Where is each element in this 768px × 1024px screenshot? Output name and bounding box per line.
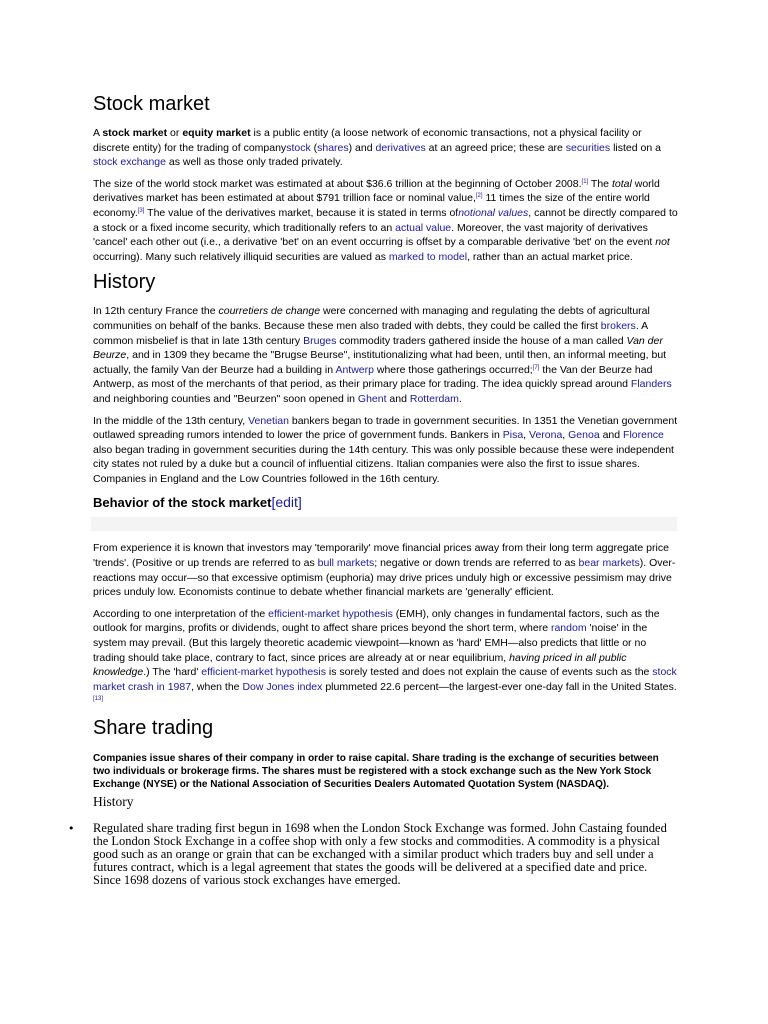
link-ghent[interactable]: Ghent: [357, 392, 387, 405]
subheading-history: History: [93, 793, 134, 809]
link-brokers[interactable]: brokers: [600, 319, 636, 332]
reference-7[interactable]: [7]: [532, 364, 540, 371]
link-bear-markets[interactable]: bear markets: [578, 557, 640, 570]
link-notional-values[interactable]: notional values: [458, 206, 529, 219]
bullet-marker: •: [68, 821, 75, 835]
paragraph-behavior-trends: From experience it is known that investors may 'temporarily' move financial prices away from their long term aggregate price 'trends'. (Positive or up trends are referred to as bull markets; negative or down trends are referred to as bear markets). Over-reactions may occur—so that excessive optimism (euphoria) may drive prices unduly high or excessive pessimism may drive prices unduly low. Economists continue to debate whether financial markets are 'generally' efficient.: [93, 542, 676, 599]
link-stock-exchange[interactable]: stock exchange: [93, 156, 166, 169]
link-marked-to-model[interactable]: marked to model: [388, 250, 468, 263]
reference-13[interactable]: [13]: [93, 696, 104, 703]
paragraph-behavior-emh: According to one interpretation of the efficient-market hypothesis (EMH), only changes in fundamental factors, such as the outlook for margins, profits or dividends, ought to affect share prices beyond the short term, where random 'noise' in the system may prevail. (But this largely theoretic academic viewpoint—known as 'hard' EMH—also predicts that little or no trading should take place, contrary to fact, since prices are already at or near equilibrium, having priced in all public knowledge.) The 'hard' efficient-market hypothesis is sorely tested and does not explain the cause of events such as the stock market crash in 1987, when the Dow Jones index plummeted 22.6 percent—the largest-ever one-day fall in the United States.[13]: [93, 607, 677, 703]
heading-behavior-of-stock-market: Behavior of the stock market[edit]: [93, 494, 302, 511]
reference-3[interactable]: [3]: [137, 207, 145, 214]
link-efficient-market-hypothesis-2[interactable]: efficient-market hypothesis: [201, 666, 326, 679]
link-dow-jones-index[interactable]: Dow Jones index: [242, 680, 323, 693]
link-derivatives[interactable]: derivatives: [375, 141, 426, 154]
heading-share-trading: Share trading: [93, 717, 214, 739]
link-stock[interactable]: stock: [286, 141, 311, 154]
document-page: [68, 92, 678, 888]
heading-history: History: [93, 271, 156, 294]
heading-stock-market: Stock market: [93, 93, 210, 115]
paragraph-stock-market-intro: A stock market or equity market is a public entity (a loose network of economic transactions, not a physical facility or discrete entity) for the trading of companystock (shares) and derivatives at an agreed price; these are securities listed on a stock exchange as well as those only traded privately.: [93, 127, 661, 169]
link-antwerp[interactable]: Antwerp: [335, 363, 374, 376]
link-efficient-market-hypothesis[interactable]: efficient-market hypothesis: [268, 607, 393, 620]
edit-link[interactable]: [edit]: [271, 494, 302, 511]
link-shares[interactable]: shares: [317, 141, 349, 154]
reference-2[interactable]: [2]: [475, 193, 483, 200]
list-item: [68, 820, 678, 888]
link-pisa[interactable]: Pisa: [502, 429, 524, 442]
link-venetian[interactable]: Venetian: [248, 414, 289, 427]
section-divider-bar: [91, 517, 677, 531]
link-stock-market-crash-1987[interactable]: stock market crash in 1987: [93, 666, 677, 693]
link-rotterdam[interactable]: Rotterdam: [409, 392, 459, 405]
link-securities[interactable]: securities: [565, 141, 611, 154]
link-verona[interactable]: Verona: [529, 429, 563, 442]
reference-1[interactable]: [1]: [581, 178, 589, 185]
link-bruges[interactable]: Bruges: [303, 334, 337, 347]
link-flanders[interactable]: Flanders: [630, 378, 672, 391]
link-random[interactable]: random: [550, 622, 587, 635]
paragraph-history-origins: In 12th century France the courretiers de change were concerned with managing and regulating the debts of agricultural communities on behalf of the banks. Because these men also traded with debts, they could be called the first brokers. A common misbelief is that in late 13th century Bruges commodity traders gathered inside the house of a man called Van der Beurze, and in 1309 they became the "Brugse Beurse", institutionalizing what had been, until then, an informal meeting, but actually, the family Van der Beurze had a building in Antwerp where those gatherings occurred;[7] the Van der Beurze had Antwerp, as most of the merchants of that period, as their primary place for trading. The idea quickly spread around Flanders and neighboring counties and "Beurzen" soon opened in Ghent and Rotterdam.: [93, 305, 672, 405]
paragraph-stock-market-size: The size of the world stock market was estimated at about $36.6 trillion at the beginning of October 2008.[1] The total world derivatives market has been estimated at about $791 trillion face or nominal value,[2] 11 times the size of the entire world economy.[3] The value of the derivatives market, because it is stated in terms ofnotional values, cannot be directly compared to a stock or a fixed income security, which traditionally refers to an actual value. Moreover, the vast majority of derivatives 'cancel' each other out (i.e., a derivative 'bet' on an event occurring is offset by a comparable derivative 'bet' on the event not occurring). Many such relatively illiquid securities are valued as marked to model, rather than an actual market price.: [93, 177, 678, 263]
paragraph-history-venice: In the middle of the 13th century, Venetian bankers began to trade in government securities. In 1351 the Venetian government outlawed spreading rumors intended to lower the price of government funds. Bankers in Pisa, Verona, Genoa and Florence also began trading in government securities during the 14th century. This was only possible because these were independent city states not ruled by a duke but a council of influential citizens. Italian companies were also the first to issue shares. Companies in England and the Low Countries followed in the 16th century.: [93, 414, 678, 485]
paragraph-share-trading-intro: Companies issue shares of their company in order to raise capital. Share trading is the exchange of securities between two individuals or brokerage firms. The shares must be registered with a stock exchange such as the New York Stock Exchange (NYSE) or the National Association of Securities Dealers Automated Quotation System (NASDAQ).: [93, 753, 659, 791]
link-actual-value[interactable]: actual value: [395, 221, 452, 234]
link-bull-markets[interactable]: bull markets: [317, 557, 375, 570]
list-item-text: Regulated share trading first begun in 1698 when the London Stock Exchange was formed. John Castaing founded the London Stock Exchange in a coffee shop with only a few stocks and commodities. A commodity is a physical good such as an orange or grain that can be exchanged with a similar product which traders buy and sell under a futures contract, which is a legal agreement that states the goods will be delivered at a specified date and price. Since 1698 dozens of various stock exchanges have emerged.: [93, 820, 667, 888]
link-genoa[interactable]: Genoa: [568, 429, 600, 442]
link-florence[interactable]: Florence: [623, 429, 664, 442]
